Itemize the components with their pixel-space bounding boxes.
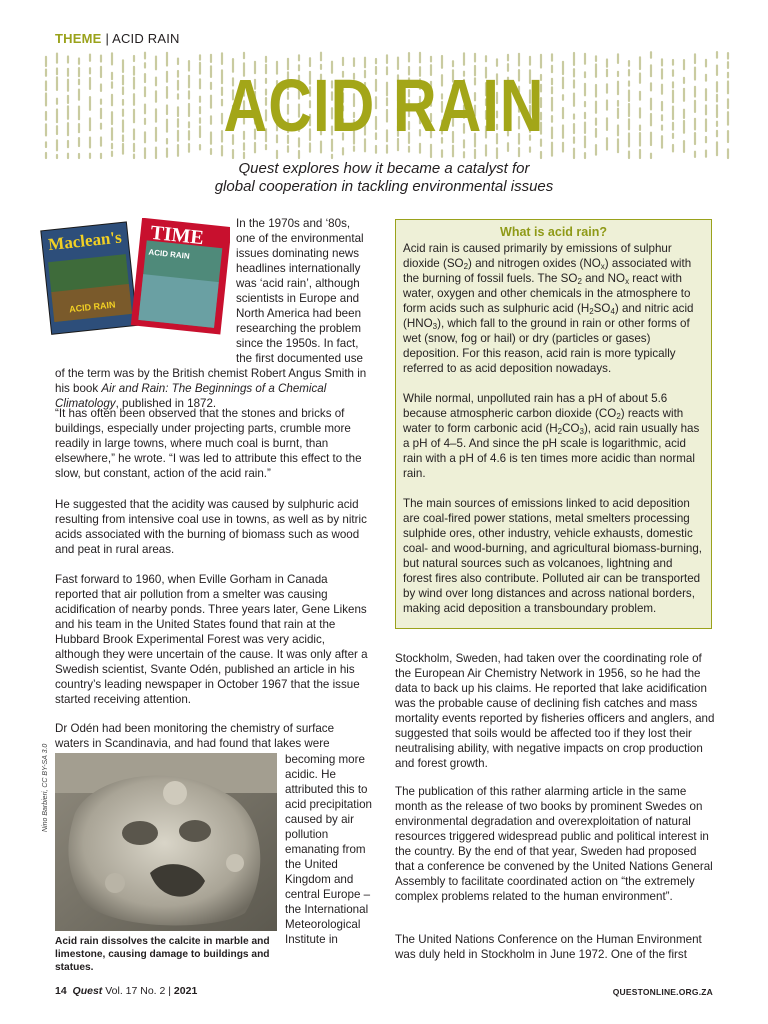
box-paragraph-2: While normal, unpolluted rain has a pH of about 5.6 because atmospheric carbon dioxide $(CO_2)$ reacts with water to form carbonic acid $(H_2CO_3)$, acid rain usually has a pH of 4–5. And since the pH scale is logarithmic, acid rain with a pH of 4.6 is ten times more acidic than normal rain. xyxy=(403,392,700,480)
theme-name: ACID RAIN xyxy=(112,31,180,46)
paragraph-3: He suggested that the acidity was caused by sulphuric acid resulting from intensive coal use in towns, as well as by nitric acids associated with the burning of biomass such as wood and peat in rural areas. xyxy=(55,498,367,556)
paragraph-5: Dr Odén had been monitoring the chemistry of surface waters in Scandinavia, and had found that lakes were xyxy=(55,722,335,750)
magazine-name: Quest xyxy=(72,985,103,997)
box-paragraph-3: The main sources of emissions linked to acid deposition are coal-fired power stations, metal smelters processing sulphide ores, other industry, vehicle exhausts, domestic coal- and wood-burning, and agricultural biomass-burning, but natural sources such as volcanoes, lightning and forest fires also contribute. Polluted air can be transported by wind over long distances and across national borders, making acid deposition a transboundary problem. xyxy=(403,497,703,615)
theme-label: THEME xyxy=(55,31,102,46)
footer-separator: | xyxy=(168,985,171,997)
column2-paragraph-1: Stockholm, Sweden, had taken over the coordinating role of the European Air Chemistry Network in 1956, so he had the data to back up his claims. He reported that lake acidification was the probable cause of declining fish catches and mass mortality events reported by fisheries officers and anglers, and suggested that soils would be affected too if they lost their neutralising ability, with negative impacts on crop production and forest growth. xyxy=(395,652,715,770)
footer-left xyxy=(55,985,197,997)
box-heading: What is acid rain? xyxy=(500,225,607,239)
photo-caption: Acid rain dissolves the calcite in marble and limestone, causing damage to buildings and statues. xyxy=(55,936,270,973)
paragraph-1-end: , published in 1872. xyxy=(115,397,217,410)
theme-header xyxy=(55,31,180,46)
time-masthead: TIME xyxy=(149,221,205,250)
issue-year: 2021 xyxy=(173,985,198,997)
intro-paragraph-block xyxy=(55,216,369,411)
column2-paragraph-3: The United Nations Conference on the Human Environment was duly held in Stockholm in June 1972. One of the first xyxy=(395,933,702,961)
time-cover-text: ACID RAIN xyxy=(148,247,191,261)
theme-separator: | xyxy=(105,31,110,46)
subtitle-line-1: Quest explores how it became a catalyst for xyxy=(238,160,530,177)
page-title: ACID RAIN xyxy=(223,64,545,147)
paragraph-1-text: In the 1970s and ‘80s, one of the environmental issues dominating news headlines internationally was ‘acid rain’, although scientists in Europe and North America had been researching the problem since the 1950s. In fact, the first documented use of the term was by the British chemist Robert Angus Smith in his book xyxy=(55,217,367,395)
what-is-acid-rain-box xyxy=(395,219,712,629)
issue-info: Vol. 17 No. 2 xyxy=(105,985,166,997)
subtitle-line-2: global cooperation in tackling environmental issues xyxy=(214,178,554,195)
website-link[interactable]: QUESTONLINE.ORG.ZA xyxy=(612,987,713,997)
paragraph-4: Fast forward to 1960, when Eville Gorham in Canada reported that air pollution from a smelter was causing acidification of nearby ponds. Three years later, Gene Likens and his team in the United States found that rain at the Hubbard Brook Experimental Forest was very acidic, although they were uncertain of the cause. It was only after a Swedish scientist, Svante Odén, published an article in his country’s leading newspaper in October 1967 that the issue started receiving attention. xyxy=(55,573,368,706)
paragraph-5-continued: becoming more acidic. He attributed this to acid precipitation caused by air pollution emanating from the United Kingdom and central Europe – the International Meteorological Institute in xyxy=(285,753,373,946)
photo-credit: Nino Barbieri, CC BY-SA 3.0 xyxy=(42,743,49,832)
box-paragraph-1: Acid rain is caused primarily by emissions of sulphur dioxide $(SO_2)$ and nitrogen oxides $(NO_x)$ associated with the burning of fossil fuels. The $SO_2$ and $NO_x$ react with water, oxygen and other chemicals in the atmosphere to form acids such as sulphuric acid $(H_2SO_4)$ and nitric acid $(HNO_3)$, which fall to the ground in rain or other forms of wet (snow, fog or hail) or dry (particles or gases) deposition. For this reason, acid rain is more typically referred to as acid deposition nowadays. xyxy=(403,242,694,375)
column2-paragraph-2: The publication of this rather alarming article in the same month as the release of two books by prominent Swedes on environmental degradation and overexploitation of natural resources triggered widespread public and political interest in the country. By the end of that year, Sweden had proposed that a conference be convened by the United Nations General Assembly to facilitate coordinated action on “the extremely complex problems related to the human environment”. xyxy=(395,785,713,903)
eroded-statue-photo xyxy=(55,753,277,931)
image-float-spacer xyxy=(55,216,236,354)
macleans-masthead: Maclean's xyxy=(47,227,123,255)
page-number: 14 xyxy=(55,985,67,997)
macleans-cover-text: ACID RAIN xyxy=(68,299,116,315)
paragraph-2: “It has often been observed that the stones and bricks of buildings, especially under projecting parts, crumble more readily in large towns, where much coal is burnt, than elsewhere,” he wrote. “I was led to attribute this effect to the slow, but constant, action of the acid rain.” xyxy=(55,407,362,480)
page-subtitle xyxy=(150,160,618,196)
book-title: Air and Rain: The Beginnings of a Chemical Climatology xyxy=(55,382,327,410)
